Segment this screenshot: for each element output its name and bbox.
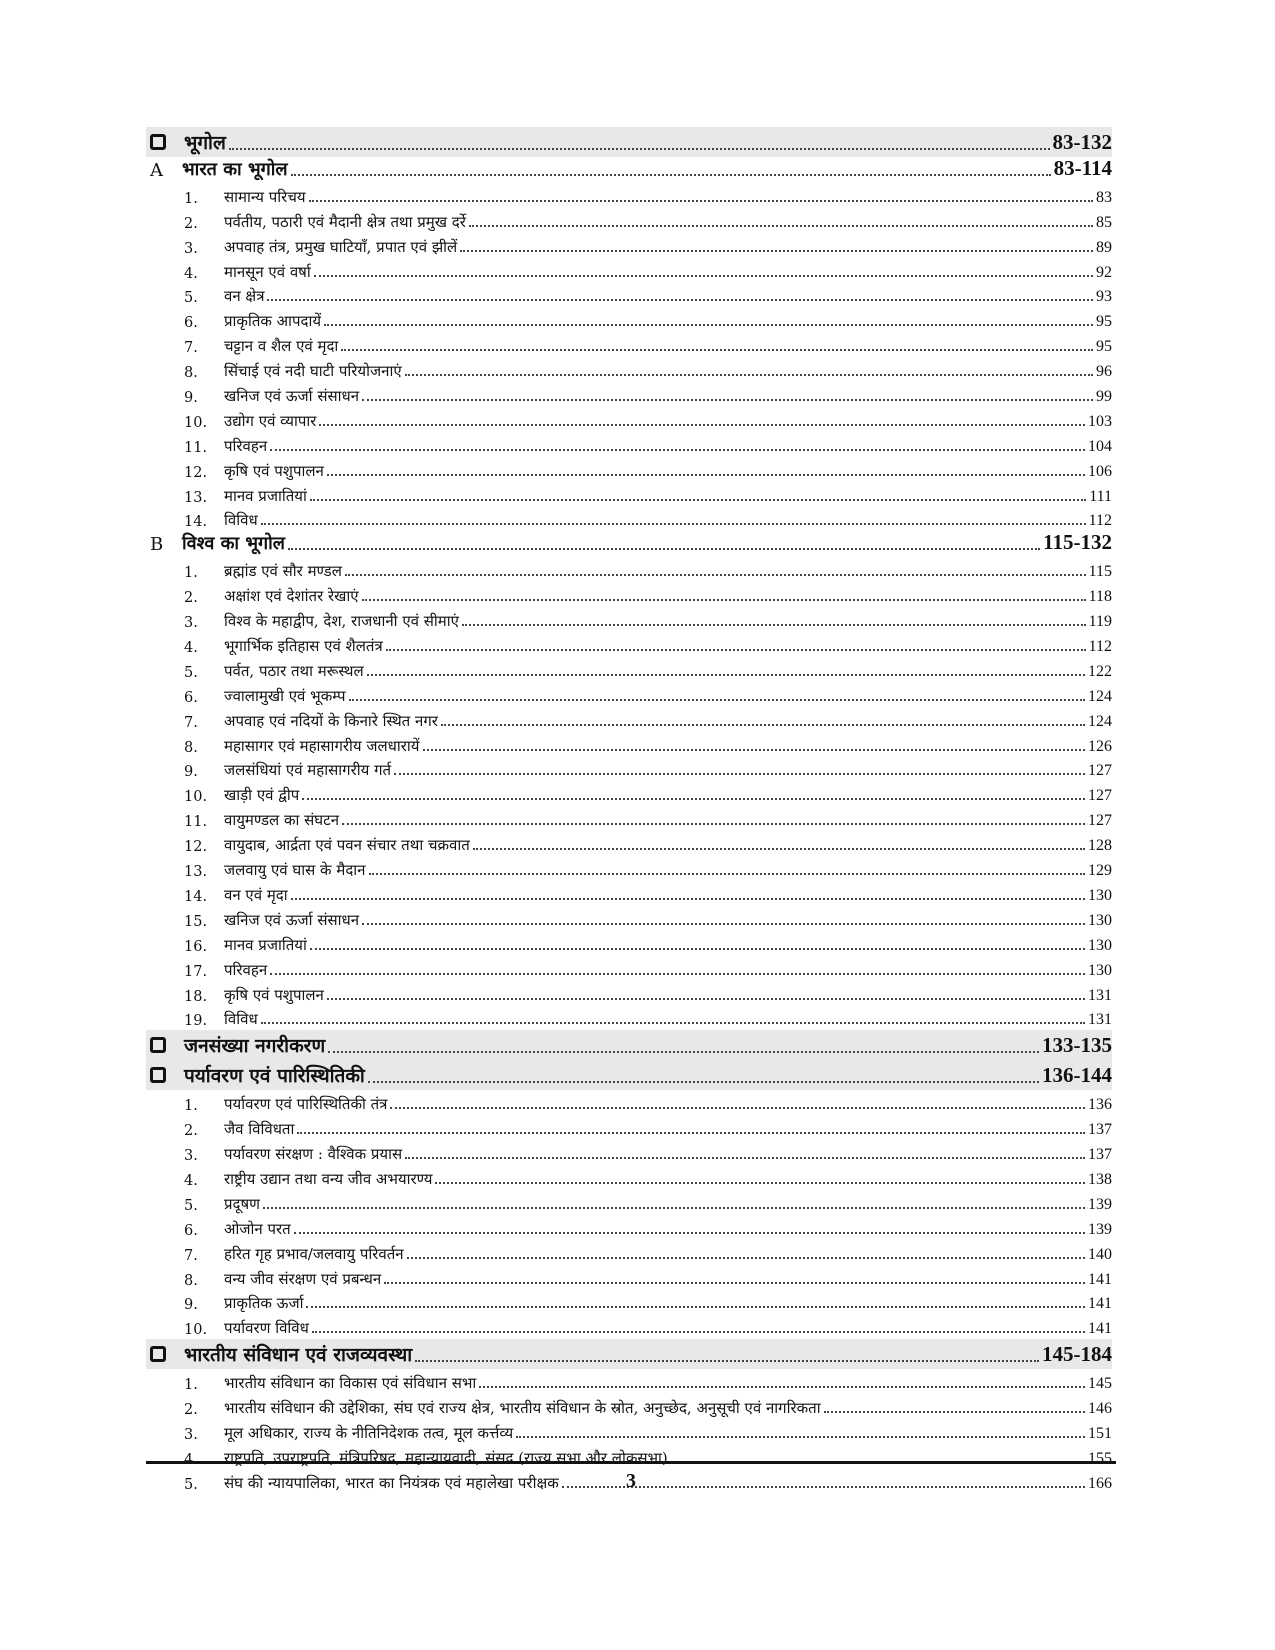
toc-item <box>146 357 1112 382</box>
checkbox-square-icon <box>150 1067 166 1083</box>
dot-leader <box>479 1386 1085 1388</box>
toc-item <box>146 831 1112 856</box>
item-number: 9. <box>184 764 198 781</box>
dot-leader <box>342 823 1085 825</box>
item-number: 5. <box>184 1476 198 1493</box>
item-title: मानसून एवं वर्षा <box>224 262 311 281</box>
toc-item <box>146 1140 1112 1165</box>
toc-item <box>146 781 1112 806</box>
dot-leader <box>460 250 1093 252</box>
item-page: 130 <box>1088 961 1112 979</box>
item-page: 112 <box>1088 512 1112 530</box>
item-page: 141 <box>1088 1270 1112 1288</box>
item-title: अक्षांश एवं देशांतर रेखाएं <box>224 587 359 606</box>
dot-leader <box>229 148 1050 150</box>
dot-leader <box>362 599 1086 601</box>
dot-leader <box>319 424 1085 426</box>
toc-item <box>146 233 1112 258</box>
dot-leader <box>367 674 1085 676</box>
item-number: 12. <box>184 839 208 856</box>
section-pages: 83-132 <box>1052 130 1112 154</box>
toc-item <box>146 307 1112 332</box>
item-number: 4. <box>184 640 198 657</box>
item-page: 127 <box>1088 812 1112 830</box>
item-number: 6. <box>184 315 198 332</box>
checkbox-square-icon <box>150 1346 166 1362</box>
item-page: 141 <box>1088 1320 1112 1338</box>
toc-subsection <box>146 531 1112 557</box>
item-title: भारतीय संविधान का विकास एवं संविधान सभा <box>224 1374 477 1393</box>
toc-item <box>146 707 1112 732</box>
item-number: 18. <box>184 988 208 1005</box>
item-title: पर्यावरण एवं पारिस्थितिकी तंत्र <box>224 1095 388 1114</box>
item-page: 140 <box>1088 1245 1112 1263</box>
dot-leader <box>405 1157 1085 1159</box>
dot-leader <box>415 1360 1039 1362</box>
item-title: कृषि एवं पशुपालन <box>224 985 324 1004</box>
item-page: 130 <box>1088 886 1112 904</box>
item-page: 127 <box>1088 787 1112 805</box>
item-page: 131 <box>1088 1011 1112 1029</box>
subsection-title: भारत का भूगोल <box>182 159 288 180</box>
item-page: 141 <box>1088 1295 1112 1313</box>
dot-leader <box>267 299 1093 301</box>
dot-leader <box>270 449 1085 451</box>
dot-leader <box>473 848 1085 850</box>
item-number: 4. <box>184 1451 198 1468</box>
toc-item <box>146 906 1112 931</box>
item-page: 130 <box>1088 911 1112 929</box>
item-title: खनिज एवं ऊर्जा संसाधन <box>224 910 360 929</box>
toc-item <box>146 1215 1112 1240</box>
dot-leader <box>824 1411 1085 1413</box>
item-title: मानव प्रजातियां <box>224 486 307 505</box>
item-title: पर्वतीय, पठारी एवं मैदानी क्षेत्र तथा प्रमुख दर्रे <box>224 212 466 231</box>
item-number: 4. <box>184 1172 198 1189</box>
item-page: 126 <box>1088 737 1112 755</box>
dot-leader <box>368 1081 1039 1083</box>
item-number: 3. <box>184 615 198 632</box>
item-title: परिवहन <box>224 960 268 979</box>
item-title: वायुमण्डल का संघटन <box>224 811 340 830</box>
item-page: 99 <box>1096 388 1112 406</box>
item-title: भारतीय संविधान की उद्देशिका, संघ एवं राज्य क्षेत्र, भारतीय संविधान के स्रोत, अनुच्छेद, अनुसूची एवं नागरिकता <box>224 1399 821 1418</box>
item-title: प्राकृतिक आपदायें <box>224 312 322 331</box>
dot-leader <box>328 1051 1039 1053</box>
item-title: कृषि एवं पशुपालन <box>224 461 324 480</box>
item-number: 3. <box>184 1426 198 1443</box>
toc-item <box>146 183 1112 208</box>
toc-item <box>146 806 1112 831</box>
item-number: 10. <box>184 1322 208 1339</box>
toc-item <box>146 507 1112 532</box>
toc-item <box>146 1394 1112 1419</box>
item-number: 1. <box>184 565 198 582</box>
item-title: प्रदूषण <box>224 1194 261 1213</box>
item-page: 139 <box>1088 1220 1112 1238</box>
toc-section <box>146 1339 1112 1369</box>
toc-item <box>146 283 1112 308</box>
item-number: 13. <box>184 489 208 506</box>
toc-item <box>146 1265 1112 1290</box>
toc-section <box>146 1030 1112 1060</box>
dot-leader <box>345 574 1086 576</box>
toc-item <box>146 1444 1112 1469</box>
item-title: परिवहन <box>224 436 268 455</box>
item-title: राष्ट्रपति, उपराष्ट्रपति, मंत्रिपरिषद, महान्यायवादी, संसद (राज्य सभा और लोकसभा) <box>224 1448 668 1467</box>
dot-leader <box>469 225 1093 227</box>
toc-section <box>146 127 1112 157</box>
item-title: ब्रह्मांड एवं सौर मण्डल <box>224 562 342 581</box>
item-title: पर्वत, पठार तथा मरूस्थल <box>224 661 364 680</box>
item-title: अपवाह तंत्र, प्रमुख घाटियाँ, प्रपात एवं झीलें <box>224 237 458 256</box>
section-title: भारतीय संविधान एवं राजव्यवस्था <box>184 1344 413 1367</box>
toc-item <box>146 981 1112 1006</box>
toc-item <box>146 1115 1112 1140</box>
item-page: 146 <box>1088 1400 1112 1418</box>
item-page: 93 <box>1096 288 1112 306</box>
toc-item <box>146 1090 1112 1115</box>
toc-item <box>146 657 1112 682</box>
item-page: 131 <box>1088 986 1112 1004</box>
dot-leader <box>291 174 1051 176</box>
item-page: 95 <box>1096 313 1112 331</box>
item-number: 11. <box>184 439 208 456</box>
section-title: पर्यावरण एवं पारिस्थितिकी <box>184 1065 365 1088</box>
item-title: खाड़ी एवं द्वीप <box>224 786 300 805</box>
item-title: जलसंधियां एवं महासागरीय गर्त <box>224 761 392 780</box>
subsection-letter: B <box>150 534 164 556</box>
dot-leader <box>390 1107 1085 1109</box>
section-pages: 136-144 <box>1042 1063 1112 1088</box>
dot-leader <box>441 724 1085 726</box>
item-page: 137 <box>1088 1121 1112 1139</box>
dot-leader <box>394 773 1085 775</box>
item-page: 103 <box>1088 412 1112 430</box>
dot-leader <box>312 1331 1085 1333</box>
dot-leader <box>341 349 1093 351</box>
toc-item <box>146 407 1112 432</box>
item-title: महासागर एवं महासागरीय जलधारायें <box>224 736 420 755</box>
dot-leader <box>405 374 1093 376</box>
item-title: ज्वालामुखी एवं भूकम्प <box>224 686 346 705</box>
item-page: 129 <box>1088 862 1112 880</box>
item-title: हरित गृह प्रभाव/जलवायु परिवर्तन <box>224 1244 404 1263</box>
item-number: 8. <box>184 365 198 382</box>
dot-leader <box>291 898 1085 900</box>
item-page: 83 <box>1096 188 1112 206</box>
item-page: 139 <box>1088 1195 1112 1213</box>
item-title: पर्यावरण संरक्षण : वैश्विक प्रयास <box>224 1145 403 1164</box>
dot-leader <box>369 873 1086 875</box>
item-title: भूगार्भिक इतिहास एवं शैलतंत्र <box>224 637 383 656</box>
item-number: 16. <box>184 938 208 955</box>
toc-item <box>146 632 1112 657</box>
item-title: वन्य जीव संरक्षण एवं प्रबन्धन <box>224 1269 382 1288</box>
toc-item <box>146 607 1112 632</box>
item-number: 7. <box>184 714 198 731</box>
item-number: 1. <box>184 1377 198 1394</box>
toc-item <box>146 856 1112 881</box>
item-page: 92 <box>1096 263 1112 281</box>
item-page: 127 <box>1088 762 1112 780</box>
toc-item <box>146 1290 1112 1315</box>
item-title: विश्व के महाद्वीप, देश, राजधानी एवं सीमाएं <box>224 612 459 631</box>
dot-leader <box>306 1306 1085 1308</box>
item-number: 11. <box>184 814 208 831</box>
item-number: 3. <box>184 1148 198 1165</box>
item-title: मानव प्रजातियां <box>224 935 307 954</box>
dot-leader <box>327 474 1085 476</box>
section-title: भूगोल <box>184 132 226 154</box>
item-number: 1. <box>184 190 198 207</box>
item-number: 7. <box>184 340 198 357</box>
item-title: वन क्षेत्र <box>224 287 265 306</box>
item-title: प्राकृतिक ऊर्जा <box>224 1294 304 1313</box>
subsection-title: विश्व का भूगोल <box>182 533 286 555</box>
item-number: 9. <box>184 1297 198 1314</box>
item-page: 118 <box>1088 588 1112 606</box>
dot-leader <box>327 998 1085 1000</box>
toc-item <box>146 432 1112 457</box>
item-number: 2. <box>184 215 198 232</box>
item-number: 2. <box>184 1123 198 1140</box>
item-number: 14. <box>184 888 208 905</box>
toc-item <box>146 1190 1112 1215</box>
dot-leader <box>310 948 1085 950</box>
item-number: 9. <box>184 390 198 407</box>
item-number: 17. <box>184 963 208 980</box>
section-title: जनसंख्या नगरीकरण <box>184 1035 326 1058</box>
item-page: 137 <box>1088 1146 1112 1164</box>
toc-item <box>146 208 1112 233</box>
dot-leader <box>362 399 1093 401</box>
subsection-letter: A <box>150 160 163 181</box>
item-page: 166 <box>1088 1474 1112 1492</box>
page-number: 3 <box>626 1470 636 1492</box>
item-title: संघ की न्यायपालिका, भारत का नियंत्रक एवं महालेखा परीक्षक <box>224 1473 559 1492</box>
item-page: 155 <box>1088 1449 1112 1467</box>
section-pages: 133-135 <box>1042 1033 1112 1058</box>
dot-leader <box>386 649 1086 651</box>
toc-item <box>146 757 1112 782</box>
checkbox-square-icon <box>150 134 166 150</box>
item-page: 115 <box>1088 563 1112 581</box>
item-page: 138 <box>1088 1170 1112 1188</box>
item-number: 6. <box>184 689 198 706</box>
item-page: 122 <box>1088 662 1112 680</box>
item-number: 5. <box>184 290 198 307</box>
dot-leader <box>294 1232 1085 1234</box>
item-page: 151 <box>1088 1424 1112 1442</box>
item-title: जैव विविधता <box>224 1120 295 1139</box>
toc-item <box>146 482 1112 507</box>
item-page: 124 <box>1088 687 1112 705</box>
dot-leader <box>288 548 1040 550</box>
item-number: 2. <box>184 590 198 607</box>
dot-leader <box>261 1022 1085 1024</box>
item-title: वायुदाब, आर्द्रता एवं पवन संचार तथा चक्रवात <box>224 836 470 855</box>
item-title: अपवाह एवं नदियों के किनारे स्थित नगर <box>224 711 438 730</box>
toc-item <box>146 931 1112 956</box>
item-number: 13. <box>184 864 208 881</box>
dot-leader <box>384 1282 1085 1284</box>
item-page: 119 <box>1088 613 1112 631</box>
item-page: 145 <box>1088 1375 1112 1393</box>
item-title: सिंचाई एवं नदी घाटी परियोजनाएं <box>224 362 402 381</box>
dot-leader <box>263 1207 1085 1209</box>
item-page: 85 <box>1096 213 1112 231</box>
item-number: 7. <box>184 1247 198 1264</box>
item-page: 130 <box>1088 936 1112 954</box>
item-page: 112 <box>1088 638 1112 656</box>
item-page: 111 <box>1089 487 1112 505</box>
table-of-contents <box>146 127 1112 1494</box>
item-number: 10. <box>184 414 208 431</box>
item-number: 19. <box>184 1013 208 1030</box>
dot-leader <box>302 798 1085 800</box>
item-title: विविध <box>224 1010 258 1029</box>
section-pages: 145-184 <box>1042 1342 1112 1367</box>
subsection-pages: 115-132 <box>1043 530 1112 555</box>
subsection-pages: 83-114 <box>1053 156 1112 180</box>
toc-item <box>146 1419 1112 1444</box>
toc-item <box>146 1240 1112 1265</box>
item-title: विविध <box>224 511 258 530</box>
item-number: 1. <box>184 1098 198 1115</box>
toc-item <box>146 1006 1112 1031</box>
item-title: चट्टान व शैल एवं मृदा <box>224 337 339 356</box>
dot-leader <box>324 324 1093 326</box>
dot-leader <box>462 624 1086 626</box>
toc-item <box>146 682 1112 707</box>
toc-item <box>146 557 1112 582</box>
toc-item <box>146 382 1112 407</box>
footer-rule <box>146 1461 1116 1464</box>
checkbox-square-icon <box>150 1037 166 1053</box>
item-number: 2. <box>184 1402 198 1419</box>
dot-leader <box>310 499 1086 501</box>
item-number: 8. <box>184 739 198 756</box>
dot-leader <box>270 973 1085 975</box>
item-page: 89 <box>1096 238 1112 256</box>
item-title: राष्ट्रीय उद्यान तथा वन्य जीव अभयारण्य <box>224 1169 433 1188</box>
item-number: 3. <box>184 240 198 257</box>
item-number: 12. <box>184 464 208 481</box>
toc-item <box>146 1369 1112 1394</box>
toc-item <box>146 732 1112 757</box>
toc-item <box>146 956 1112 981</box>
toc-item <box>146 258 1112 283</box>
item-number: 4. <box>184 265 198 282</box>
dot-leader <box>362 923 1085 925</box>
toc-item <box>146 1314 1112 1339</box>
toc-item <box>146 457 1112 482</box>
item-number: 5. <box>184 1197 198 1214</box>
item-page: 136 <box>1088 1096 1112 1114</box>
dot-leader <box>297 1132 1085 1134</box>
toc-item <box>146 332 1112 357</box>
item-number: 6. <box>184 1222 198 1239</box>
item-page: 104 <box>1088 437 1112 455</box>
item-title: वन एवं मृदा <box>224 885 288 904</box>
item-title: ओजोन परत <box>224 1219 291 1238</box>
item-title: खनिज एवं ऊर्जा संसाधन <box>224 387 360 406</box>
toc-item <box>146 582 1112 607</box>
dot-leader <box>435 1182 1085 1184</box>
item-title: जलवायु एवं घास के मैदान <box>224 861 366 880</box>
dot-leader <box>261 523 1086 525</box>
item-number: 14. <box>184 514 208 531</box>
item-page: 124 <box>1088 712 1112 730</box>
dot-leader <box>423 749 1085 751</box>
item-title: उद्योग एवं व्यापार <box>224 411 317 430</box>
item-title: पर्यावरण विविध <box>224 1319 309 1338</box>
item-page: 106 <box>1088 462 1112 480</box>
item-number: 5. <box>184 664 198 681</box>
item-page: 128 <box>1088 837 1112 855</box>
item-title: मूल अधिकार, राज्य के नीतिनिदेशक तत्व, मूल कर्त्तव्य <box>224 1423 514 1442</box>
item-page: 95 <box>1096 338 1112 356</box>
toc-section <box>146 1060 1112 1090</box>
dot-leader <box>314 275 1093 277</box>
item-page: 96 <box>1096 363 1112 381</box>
toc-subsection <box>146 157 1112 183</box>
dot-leader <box>516 1436 1085 1438</box>
item-title: सामान्य परिचय <box>224 187 306 206</box>
dot-leader <box>349 699 1085 701</box>
item-number: 8. <box>184 1272 198 1289</box>
item-number: 10. <box>184 789 208 806</box>
toc-item <box>146 1165 1112 1190</box>
dot-leader <box>407 1257 1085 1259</box>
toc-item <box>146 881 1112 906</box>
dot-leader <box>309 200 1093 202</box>
item-number: 15. <box>184 913 208 930</box>
